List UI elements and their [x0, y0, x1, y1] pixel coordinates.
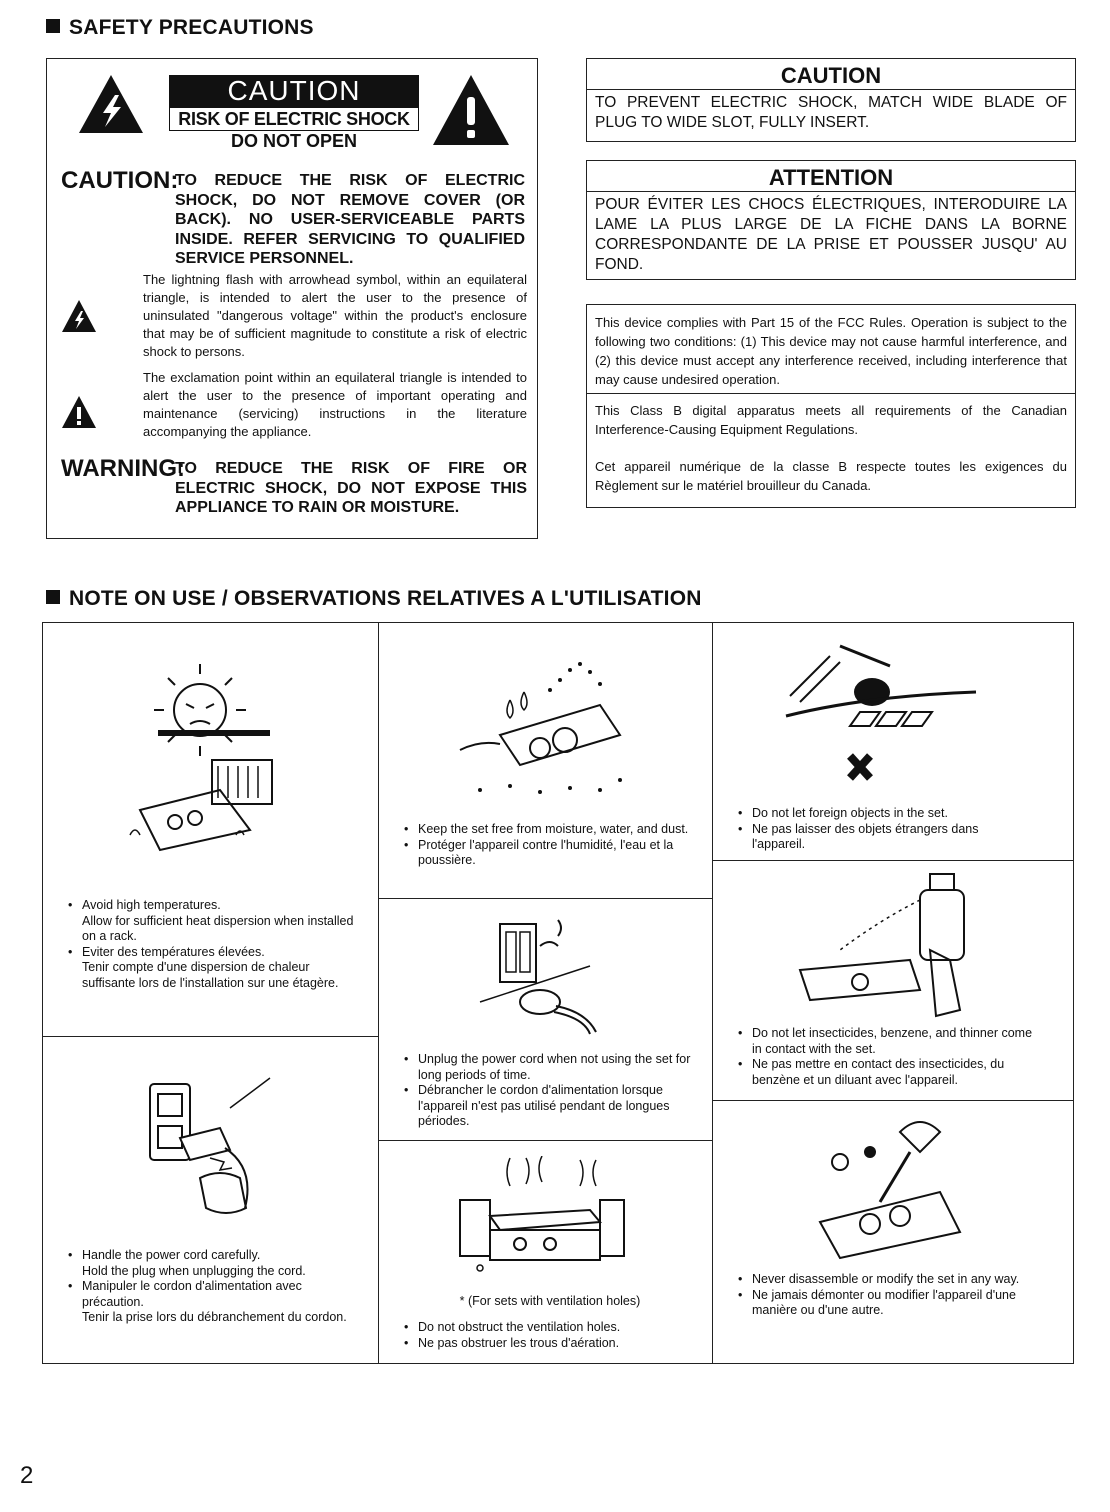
lightning-triangle-small-icon — [61, 299, 97, 333]
class-b-french: Cet appareil numérique de la classe B respecte toutes les exigences du Règlement sur le matériel brouilleur du Canada. — [595, 459, 1067, 493]
sun-heat-illustration — [120, 660, 310, 860]
note-vent-en: • Do not obstruct the ventilation holes. — [400, 1320, 696, 1336]
note-cord-en-detail: Hold the plug when unplugging the cord. — [82, 1263, 306, 1278]
note-cord-fr-detail: Tenir la prise lors du débranchement du cordon. — [82, 1310, 347, 1324]
note-moisture-fr: • Protéger l'appareil contre l'humidité, l'eau et la poussière. — [400, 838, 696, 869]
exclamation-explanation: The exclamation point within an equilateral triangle is intended to alert the user to the presence of important operating and maintenance (servicing) instructions in the literature accompanying the appliance. — [143, 370, 527, 439]
disassemble-illustration — [800, 1112, 980, 1262]
fcc-text: This device complies with Part 15 of the FCC Rules. Operation is subject to the following two conditions: (1) This device may not cause harmful interference, and (2) this device must accept any interference received, including interference that may cause undesired operation. — [595, 315, 1067, 387]
note-temp-fr-detail: Tenir compte d'une dispersion de chaleur suffisante lors de l'installation sur une étagère. — [82, 960, 339, 990]
fcc-box — [586, 304, 1076, 508]
insecticide-spray-illustration — [780, 870, 990, 1020]
exclamation-triangle-icon — [431, 73, 511, 147]
attention-title: ATTENTION — [768, 165, 894, 190]
foreign-objects-illustration — [780, 636, 980, 796]
divider — [712, 622, 713, 1364]
caution-label-banner: CAUTION — [169, 75, 419, 107]
plug-caution-text: TO PREVENT ELECTRIC SHOCK, MATCH WIDE BLADE OF PLUG TO WIDE SLOT, FULLY INSERT. — [595, 94, 1067, 131]
plug-caution-title: CAUTION — [780, 63, 882, 88]
note-temp-en: • Avoid high temperatures. — [64, 898, 360, 914]
lightning-explanation: The lightning flash with arrowhead symbol, within an equilateral triangle, is intended to alert the user to the presence of uninsulated "dangerous voltage" within the product's enclosure that may be of sufficient magnitude to constitute a risk of electric shock to persons. — [143, 272, 527, 359]
divider — [712, 860, 1074, 861]
note-foreign-fr: • Ne pas laisser des objets étrangers dans l'appareil. — [734, 822, 1034, 853]
square-bullet-icon — [46, 590, 60, 604]
note-disassemble-en: • Never disassemble or modify the set in any way. — [734, 1272, 1034, 1288]
note-cord-en: • Handle the power cord carefully. — [64, 1248, 360, 1264]
divider — [378, 898, 712, 899]
page-number: 2 — [20, 1462, 34, 1489]
square-bullet-icon — [46, 19, 60, 33]
divider — [587, 393, 1075, 394]
divider — [587, 89, 1075, 90]
plug-caution-box — [586, 58, 1076, 142]
safety-box — [46, 58, 538, 539]
note-temp-fr: • Eviter des températures élevées. — [64, 945, 360, 961]
warning-text: TO REDUCE THE RISK OF FIRE OR ELECTRIC SHOCK, DO NOT EXPOSE THIS APPLIANCE TO RAIN OR MOISTURE. — [175, 460, 527, 516]
note-unplug-en: • Unplug the power cord when not using the set for long periods of time. — [400, 1052, 696, 1083]
note-vent-fr: • Ne pas obstruer les trous d'aération. — [400, 1336, 696, 1352]
ventilation-illustration — [450, 1156, 630, 1276]
note-insecticide-en: • Do not let insecticides, benzene, and thinner come in contact with the set. — [734, 1026, 1034, 1057]
note-unplug-fr: • Débrancher le cordon d'alimentation lorsque l'appareil n'est pas utilisé pendant de longues périodes. — [400, 1083, 696, 1130]
note-insecticide-fr: • Ne pas mettre en contact des insecticides, du benzène et un diluant avec l'appareil. — [734, 1057, 1034, 1088]
lightning-triangle-icon — [77, 73, 145, 135]
divider — [378, 1140, 712, 1141]
note-foreign-en: • Do not let foreign objects in the set. — [734, 806, 1034, 822]
note-cord-fr: • Manipuler le cordon d'alimentation avec précaution. — [64, 1279, 360, 1310]
moisture-illustration — [440, 640, 640, 810]
attention-box — [586, 160, 1076, 280]
unplug-illustration — [470, 906, 620, 1036]
attention-text: POUR ÉVITER LES CHOCS ÉLECTRIQUES, INTERODUIRE LA LAME LA PLUS LARGE DE LA FICHE DANS LA BORNE CORRESPONDANTE DE LA PRISE ET POUSSER JUSQU' AU FOND. — [595, 196, 1067, 273]
divider — [712, 1100, 1074, 1101]
divider — [587, 191, 1075, 192]
note-moisture-en: • Keep the set free from moisture, water, and dust. — [400, 822, 696, 838]
divider — [42, 1036, 378, 1037]
note-disassemble-fr: • Ne jamais démonter ou modifier l'appareil d'une manière ou d'une autre. — [734, 1288, 1034, 1319]
power-cord-illustration — [140, 1068, 290, 1218]
notes-section-title: NOTE ON USE / OBSERVATIONS RELATIVES A L'UTILISATION — [46, 587, 702, 611]
donotopen-label: DO NOT OPEN — [230, 131, 357, 151]
warning-heading: WARNING: — [61, 455, 185, 482]
exclamation-triangle-small-icon — [61, 395, 97, 429]
vent-note: * (For sets with ventilation holes) — [459, 1294, 641, 1308]
divider — [378, 622, 379, 1364]
class-b-english: This Class B digital apparatus meets all requirements of the Canadian Interference-Causing Equipment Regulations. — [595, 403, 1067, 437]
note-temp-en-detail: Allow for sufficient heat dispersion when installed on a rack. — [82, 913, 354, 943]
risk-label: RISK OF ELECTRIC SHOCK — [169, 107, 419, 131]
caution-heading: CAUTION: — [61, 167, 179, 194]
safety-section-title: SAFETY PRECAUTIONS — [46, 16, 314, 40]
caution-text: TO REDUCE THE RISK OF ELECTRIC SHOCK, DO NOT REMOVE COVER (OR BACK). NO USER-SERVICEABLE PARTS INSIDE. REFER SERVICING TO QUALIFIED SERVICE PERSONNEL. — [175, 172, 525, 267]
